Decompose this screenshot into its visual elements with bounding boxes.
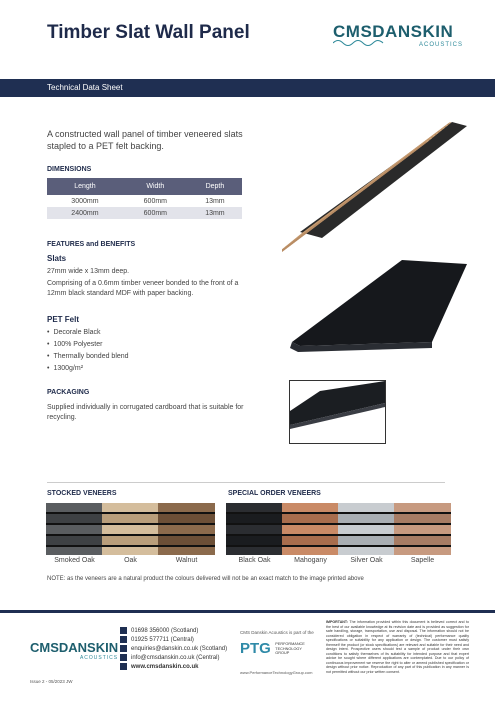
list-item: • 1300g/m² — [47, 363, 129, 375]
intro-text: A constructed wall panel of timber veneered slats stapled to a PET felt backing. — [47, 129, 243, 151]
veneer-swatch — [226, 503, 283, 555]
veneer-note: NOTE: as the veneers are a natural product the colours delivered will not be an exact match to the image printed above — [47, 576, 364, 582]
section-band — [0, 79, 495, 97]
email-icon — [120, 645, 127, 652]
web-icon — [120, 663, 127, 670]
felt-heading: PET Felt — [47, 315, 80, 324]
swatch-label: Smoked Oak — [54, 557, 95, 564]
felt-closeup-image — [289, 380, 386, 444]
features-heading: FEATURES and BENEFITS — [47, 241, 136, 248]
phone-icon — [120, 636, 127, 643]
footer-logo: CMSDANSKIN ACOUSTICS — [30, 640, 119, 661]
header-logo — [333, 22, 463, 56]
logo-wave-icon — [333, 38, 413, 48]
email-scotland[interactable]: enquiries@danskin.co.uk (Scotland) — [120, 645, 230, 654]
swatch-label: Black Oak — [238, 557, 271, 564]
table-cell: 2400mm — [47, 207, 123, 219]
table-cell: 13mm — [205, 197, 225, 205]
footer-band — [0, 610, 495, 613]
ptg-logo: PTG PERFORMANCE TECHNOLOGY GROUP — [240, 640, 305, 657]
issue-label: Issue 2 - 05/2023 JW — [30, 679, 73, 684]
phone-icon — [120, 627, 127, 634]
phone-central[interactable]: 01925 577711 (Central) — [120, 636, 230, 645]
veneer-swatch — [394, 503, 451, 555]
packaging-text: Supplied individually in corrugated cardboard that is suitable for recycling. — [47, 404, 244, 421]
table-header-row — [47, 178, 242, 195]
veneer-swatch — [282, 503, 339, 555]
table-row — [47, 207, 242, 219]
list-item: • Thermally bonded blend — [47, 351, 129, 363]
col-width: Width — [123, 178, 188, 195]
divider — [47, 482, 445, 483]
swatch-label: Walnut — [175, 557, 198, 564]
logo-subtitle: ACOUSTICS — [418, 42, 463, 48]
swatch-label: Mahogany — [294, 557, 327, 564]
swatch-label: Sapelle — [410, 557, 435, 564]
slats-size: 27mm wide x 13mm deep. — [47, 268, 130, 275]
slat-panel-image — [282, 120, 467, 370]
col-depth: Depth — [188, 178, 242, 195]
page-title: Timber Slat Wall Panel — [47, 22, 250, 43]
list-item: • 100% Polyester — [47, 339, 129, 351]
contact-list — [120, 627, 230, 672]
swatch-label: Oak — [124, 557, 137, 564]
veneer-swatch — [158, 503, 215, 555]
table-cell: 600mm — [143, 197, 167, 205]
table-cell: 600mm — [123, 207, 188, 219]
website-link[interactable]: www.cmsdanskin.co.uk — [120, 663, 230, 672]
dimensions-table — [47, 178, 242, 219]
special-heading: SPECIAL ORDER VENEERS — [228, 490, 321, 497]
felt-list — [47, 327, 129, 375]
legal-text: IMPORTANT: The information provided within this document is believed correct and to the best of our available knowledge at its revision date and is provided as suggestion for safe handling, storage, transportation, use and disposal. The information should not be considered obligation in respect of warranty of (technical) performance quality specifications or suitability for any application or design. The customer must satisfy themself the product (or stock specifications) are relevant and suitable for their need and design intent. Prospective users should test a sample of product under their own conditions to satisfy themselves of its suitability for intended purpose and that expert advice be sought where different applications are contemplated. Due to our policy of continuous improvement we reserve the right to alter or amend published specification or design without prior notice. Reproduction of any part of this publication in any manner is not permitted without our prior written consent. — [326, 620, 470, 674]
slats-description: Comprising of a 0.6mm timber veneer bonded to the front of a 12mm black standard MDF with paper backing. — [47, 280, 239, 297]
veneer-swatch — [102, 503, 159, 555]
logo-wordmark: CMSDANSKIN — [333, 22, 454, 41]
veneer-swatch — [46, 503, 103, 555]
dimensions-heading: DIMENSIONS — [47, 166, 92, 173]
email-icon — [120, 654, 127, 661]
table-cell: 13mm — [188, 207, 242, 219]
swatch-label: Silver Oak — [350, 557, 383, 564]
table-cell: 3000mm — [71, 197, 99, 205]
band-label: Technical Data Sheet — [47, 83, 123, 92]
phone-scotland[interactable]: 01698 356000 (Scotland) — [120, 627, 230, 636]
slats-heading: Slats — [47, 254, 67, 263]
list-item: • Decorale Black — [47, 327, 129, 339]
col-length: Length — [47, 178, 123, 195]
table-row — [47, 195, 242, 207]
group-text: CMS Danskin Acoustics is part of the — [240, 630, 314, 635]
veneer-swatch — [338, 503, 395, 555]
packaging-heading: PACKAGING — [47, 389, 90, 396]
ptg-url[interactable]: www.PerformanceTechnologyGroup.com — [240, 670, 313, 675]
email-central[interactable]: info@cmsdanskin.co.uk (Central) — [120, 654, 230, 663]
stocked-heading: STOCKED VENEERS — [47, 490, 117, 497]
